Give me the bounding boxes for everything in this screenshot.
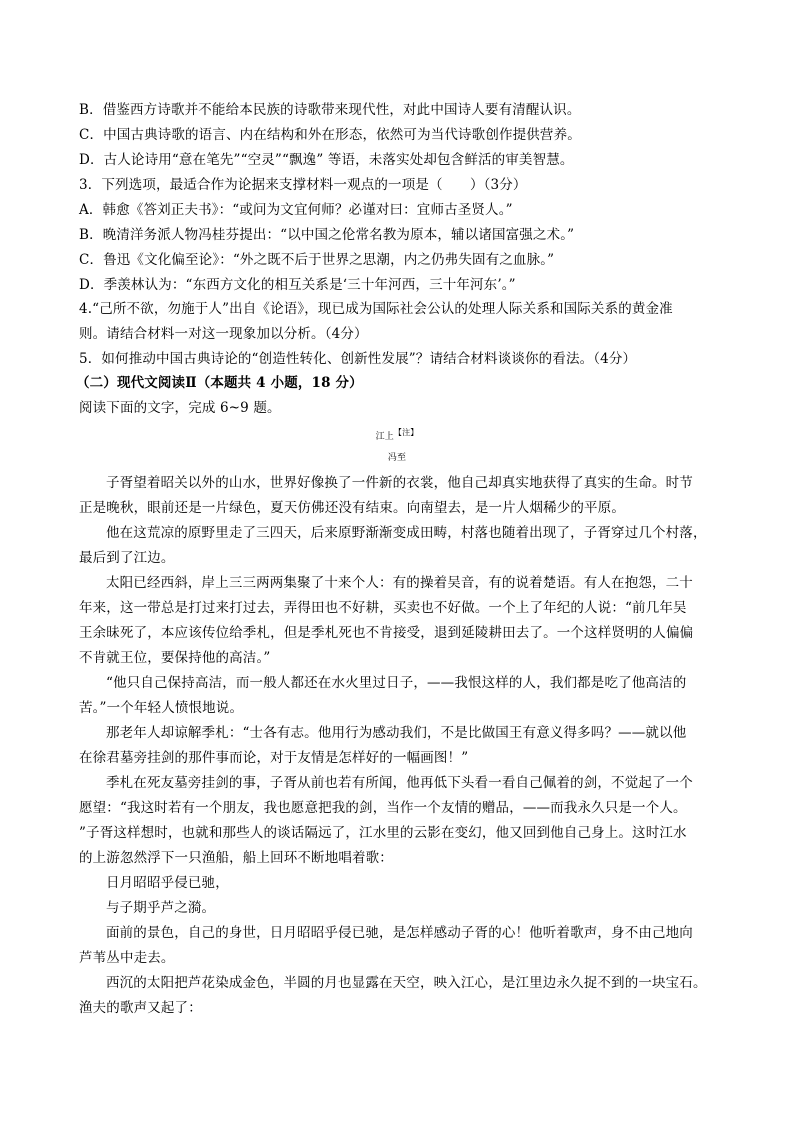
- story-line: 最后到了江边。: [79, 550, 175, 566]
- story-line: 王余昧死了，本应该传位给季札，但是季札死也不肯接受，退到延陵耕田去了。一个这样贤明的人偏偏: [79, 625, 694, 641]
- story-line: 太阳已经西斜，岸上三三两两集聚了十来个人：有的操着吴音，有的说着楚语。有人在抱怨，二十: [106, 575, 693, 591]
- story-line: 子胥望着昭关以外的山水，世界好像换了一件新的衣裳，他自己却真实地获得了真实的生命。时节: [106, 475, 693, 491]
- story-line: 渔夫的歌声又起了：: [79, 1000, 202, 1016]
- story-line: 他在这荒凉的原野里走了三四天，后来原野渐渐变成田畴，村落也随着出现了，子胥穿过几个村落，: [106, 525, 707, 541]
- story-line: 面前的景色，自己的身世，日月昭昭乎侵已驰，是怎样感动子胥的心！他听着歌声，身不由己地向: [106, 925, 693, 941]
- story-line: 西沉的太阳把芦花染成金色，半圆的月也显露在天空，映入江心，是江里边永久捉不到的一块宝石。: [106, 975, 707, 991]
- story-line: 季札在死友墓旁挂剑的事，子胥从前也若有所闻，他再低下头看一看自己佩着的剑，不觉起了一个: [106, 775, 693, 791]
- option-d-q2: D．古人论诗用“意在笔先”“空灵”“飘逸” 等语，未落实处却包含鲜活的审美智慧。: [79, 152, 574, 168]
- story-line: 正是晚秋，眼前还是一片绿色，夏天仿佛还没有结束。向南望去，是一片人烟稀少的平原。: [79, 500, 625, 516]
- section-heading: （二）现代文阅读Ⅱ（本题共 4 小题，18 分）: [76, 375, 363, 391]
- question-4-line1: 4.“己所不欲，勿施于人”出自《论语》，现已成为国际社会公认的处理人际关系和国际关系的黄金准: [79, 301, 673, 317]
- story-author: 冯至: [387, 453, 407, 463]
- reading-instruction: 阅读下面的文字，完成 6~9 题。: [79, 400, 281, 416]
- story-title: [0, 424, 794, 446]
- question-4-line2: 则。请结合材料一对这一现象加以分析。（4分）: [79, 326, 368, 342]
- poem-line: 与子期乎芦之漪。: [106, 900, 216, 916]
- story-line: 年来，这一带总是打过来打过去，弄得田也不好耕，买卖也不好做。一个上了年纪的人说：“前几年吴: [79, 600, 687, 616]
- story-line: ”子胥这样想时，也就和那些人的谈话隔远了，江水里的云影在变幻，他又回到他自己身上。这时江水: [79, 825, 687, 841]
- story-line: 苦。”一个年轻人愤恨地说。: [79, 700, 244, 716]
- story-line: 那老年人却谅解季札：“士各有志。他用行为感动我们，不是比做国王有意义得多吗？——就以他: [106, 725, 687, 741]
- question-3-stem: 3．下列选项，最适合作为论据来支撑材料一观点的一项是（ ）（3分）: [79, 177, 527, 193]
- story-line: 的上游忽然浮下一只渔船，船上回环不断地唱着歌：: [79, 850, 393, 866]
- story-line: “他只自己保持高洁，而一般人都还在水火里过日子，——我恨这样的人，我们都是吃了他高洁的: [106, 675, 687, 691]
- option-c-q2: C．中国古典诗歌的语言、内在结构和外在形态，依然可为当代诗歌创作提供营养。: [79, 127, 581, 143]
- story-title-note: 【注】: [393, 428, 419, 437]
- option-a-q3: A．韩愈《答刘正夫书》：“或问为文宜何师？必谨对曰：宜师古圣贤人。”: [79, 202, 513, 218]
- story-line: 在徐君墓旁挂剑的那件事而论，对于友情是怎样好的一幅画图！”: [79, 750, 469, 766]
- story-line: 不肯就王位，要保持他的高洁。”: [79, 650, 271, 666]
- option-b-q2: B．借鉴西方诗歌并不能给本民族的诗歌带来现代性，对此中国诗人要有清醒认识。: [79, 102, 581, 118]
- story-title-text: 江上: [375, 432, 394, 442]
- story-line: 愿望：“我这时若有一个朋友，我也愿意把我的剑，当作一个友情的赠品，——而我永久只是一个人。: [79, 800, 687, 816]
- story-line: 芦苇丛中走去。: [79, 950, 175, 966]
- option-d-q3: D．季羡林认为：“东西方文化的相互关系是‘三十年河西，三十年河东’。”: [79, 277, 516, 293]
- option-c-q3: C．鲁迅《文化偏至论》：“外之既不后于世界之思潮，内之仍弗失固有之血脉。”: [79, 252, 555, 268]
- question-5: 5．如何推动中国古典诗论的“创造性转化、创新性发展”？请结合材料谈谈你的看法。（4分）: [79, 351, 637, 367]
- poem-line: 日月昭昭乎侵已驰，: [106, 875, 229, 891]
- option-b-q3: B．晚清洋务派人物冯桂芬提出：“以中国之伦常名教为原本，辅以诸国富强之术。”: [79, 227, 575, 243]
